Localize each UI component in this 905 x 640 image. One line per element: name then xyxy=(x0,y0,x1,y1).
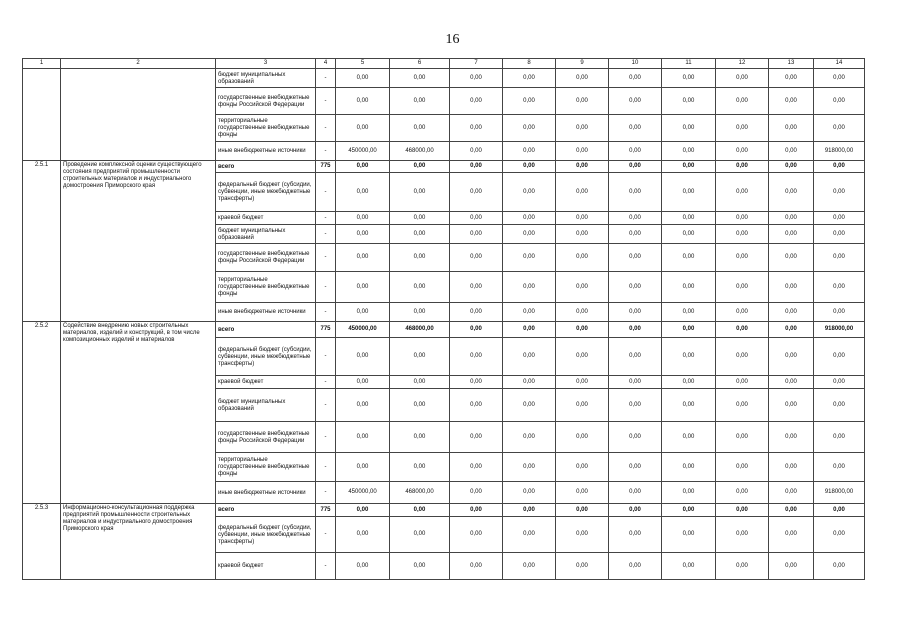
amount-cell: 0,00 xyxy=(450,453,503,482)
amount-cell: 0,00 xyxy=(609,69,662,88)
amount-cell: 468000,00 xyxy=(390,482,450,504)
amount-cell: 0,00 xyxy=(769,322,814,338)
amount-cell: 918000,00 xyxy=(814,322,865,338)
amount-cell: 0,00 xyxy=(716,322,769,338)
amount-cell: 0,00 xyxy=(716,389,769,422)
amount-cell: 0,00 xyxy=(390,212,450,225)
amount-cell: 0,00 xyxy=(503,115,556,142)
amount-cell: 0,00 xyxy=(716,422,769,453)
amount-cell: 0,00 xyxy=(609,453,662,482)
amount-cell: 0,00 xyxy=(503,69,556,88)
item-name: Содействие внедрению новых строительных материалов, изделий и конструкций, в том числе композиционных изделий и материалов xyxy=(61,322,216,504)
funding-source: краевой бюджет xyxy=(216,376,316,389)
funding-source: федеральный бюджет (субсидии, субвенции, иные межбюджетные трансферты) xyxy=(216,517,316,553)
amount-cell: 0,00 xyxy=(336,422,390,453)
amount-cell: 0,00 xyxy=(503,338,556,376)
amount-cell: 0,00 xyxy=(769,376,814,389)
amount-cell: 450000,00 xyxy=(336,322,390,338)
amount-cell: 0,00 xyxy=(450,161,503,173)
amount-cell: 0,00 xyxy=(336,453,390,482)
amount-cell: 0,00 xyxy=(716,453,769,482)
amount-cell: 0,00 xyxy=(450,376,503,389)
amount-cell: 0,00 xyxy=(336,161,390,173)
amount-cell: 0,00 xyxy=(662,303,716,322)
amount-cell: 0,00 xyxy=(336,244,390,272)
amount-cell: 0,00 xyxy=(609,517,662,553)
amount-cell: 0,00 xyxy=(556,422,609,453)
amount-cell: 0,00 xyxy=(390,161,450,173)
amount-cell: 0,00 xyxy=(814,338,865,376)
amount-cell: 0,00 xyxy=(556,161,609,173)
amount-cell: 0,00 xyxy=(769,338,814,376)
amount-cell: 0,00 xyxy=(390,453,450,482)
table-row xyxy=(23,504,865,517)
responsible-code: - xyxy=(316,389,336,422)
amount-cell: 0,00 xyxy=(556,504,609,517)
amount-cell: 0,00 xyxy=(769,161,814,173)
amount-cell: 0,00 xyxy=(716,142,769,161)
amount-cell: 0,00 xyxy=(556,88,609,115)
amount-cell: 0,00 xyxy=(769,272,814,303)
amount-cell: 0,00 xyxy=(769,88,814,115)
column-header-12: 12 xyxy=(716,59,769,69)
amount-cell: 0,00 xyxy=(390,115,450,142)
amount-cell: 0,00 xyxy=(716,504,769,517)
amount-cell: 0,00 xyxy=(814,453,865,482)
amount-cell: 0,00 xyxy=(716,212,769,225)
amount-cell: 0,00 xyxy=(503,553,556,580)
amount-cell: 0,00 xyxy=(716,376,769,389)
amount-cell: 0,00 xyxy=(336,69,390,88)
amount-cell: 0,00 xyxy=(769,482,814,504)
amount-cell: 0,00 xyxy=(662,482,716,504)
amount-cell: 0,00 xyxy=(609,173,662,212)
responsible-code: - xyxy=(316,303,336,322)
amount-cell: 0,00 xyxy=(609,482,662,504)
amount-cell: 0,00 xyxy=(716,115,769,142)
amount-cell: 0,00 xyxy=(336,389,390,422)
amount-cell: 0,00 xyxy=(662,504,716,517)
amount-cell: 0,00 xyxy=(336,88,390,115)
column-header-5: 5 xyxy=(336,59,390,69)
table-row xyxy=(23,322,865,338)
amount-cell: 0,00 xyxy=(662,453,716,482)
responsible-code: - xyxy=(316,338,336,376)
amount-cell: 0,00 xyxy=(556,376,609,389)
amount-cell: 0,00 xyxy=(716,88,769,115)
amount-cell: 0,00 xyxy=(450,244,503,272)
amount-cell: 0,00 xyxy=(662,338,716,376)
table-body xyxy=(23,59,865,580)
amount-cell: 0,00 xyxy=(769,115,814,142)
amount-cell: 0,00 xyxy=(814,376,865,389)
responsible-code: - xyxy=(316,244,336,272)
amount-cell: 0,00 xyxy=(336,225,390,244)
item-name: Информационно-консультационная поддержка предприятий промышленности строительных материалов и индустриального домостроения Приморского края xyxy=(61,504,216,580)
funding-source: бюджет муниципальных образований xyxy=(216,69,316,88)
amount-cell: 0,00 xyxy=(450,173,503,212)
responsible-code: - xyxy=(316,272,336,303)
amount-cell: 0,00 xyxy=(390,422,450,453)
amount-cell: 0,00 xyxy=(769,225,814,244)
amount-cell: 0,00 xyxy=(390,376,450,389)
amount-cell: 0,00 xyxy=(716,338,769,376)
amount-cell: 0,00 xyxy=(769,173,814,212)
amount-cell: 0,00 xyxy=(336,338,390,376)
responsible-code: - xyxy=(316,212,336,225)
item-name: Проведение комплексной оценки существующего состояния предприятий промышленности строительных материалов и индустриального домостроения Приморского края xyxy=(61,161,216,322)
table-row xyxy=(23,161,865,173)
amount-cell: 450000,00 xyxy=(336,482,390,504)
responsible-code: 775 xyxy=(316,504,336,517)
amount-cell: 0,00 xyxy=(556,553,609,580)
amount-cell: 0,00 xyxy=(662,173,716,212)
amount-cell: 0,00 xyxy=(609,322,662,338)
amount-cell: 0,00 xyxy=(609,376,662,389)
amount-cell: 0,00 xyxy=(450,212,503,225)
amount-cell: 0,00 xyxy=(503,142,556,161)
responsible-code: 775 xyxy=(316,161,336,173)
amount-cell: 0,00 xyxy=(450,517,503,553)
responsible-code: - xyxy=(316,453,336,482)
amount-cell: 0,00 xyxy=(450,504,503,517)
responsible-code: - xyxy=(316,115,336,142)
amount-cell: 0,00 xyxy=(814,517,865,553)
amount-cell: 450000,00 xyxy=(336,142,390,161)
amount-cell: 0,00 xyxy=(769,553,814,580)
amount-cell: 0,00 xyxy=(450,225,503,244)
funding-source: государственные внебюджетные фонды Российской Федерации xyxy=(216,422,316,453)
amount-cell: 0,00 xyxy=(556,225,609,244)
amount-cell: 0,00 xyxy=(716,272,769,303)
amount-cell: 0,00 xyxy=(609,389,662,422)
amount-cell: 0,00 xyxy=(814,389,865,422)
amount-cell: 0,00 xyxy=(662,422,716,453)
amount-cell: 0,00 xyxy=(556,173,609,212)
funding-source: всего xyxy=(216,161,316,173)
amount-cell: 0,00 xyxy=(716,482,769,504)
amount-cell: 0,00 xyxy=(556,338,609,376)
amount-cell: 0,00 xyxy=(769,517,814,553)
funding-source: всего xyxy=(216,504,316,517)
amount-cell: 0,00 xyxy=(390,303,450,322)
item-number: 2.5.1 xyxy=(23,161,61,322)
header-row xyxy=(23,59,865,69)
amount-cell: 0,00 xyxy=(716,517,769,553)
amount-cell: 0,00 xyxy=(390,553,450,580)
amount-cell: 0,00 xyxy=(336,303,390,322)
funding-source: федеральный бюджет (субсидии, субвенции, иные межбюджетные трансферты) xyxy=(216,173,316,212)
amount-cell: 0,00 xyxy=(814,88,865,115)
amount-cell: 0,00 xyxy=(609,212,662,225)
column-header-11: 11 xyxy=(662,59,716,69)
amount-cell: 0,00 xyxy=(716,553,769,580)
funding-source: территориальные государственные внебюджетные фонды xyxy=(216,272,316,303)
amount-cell: 0,00 xyxy=(336,115,390,142)
amount-cell: 0,00 xyxy=(716,244,769,272)
responsible-code: - xyxy=(316,88,336,115)
amount-cell: 0,00 xyxy=(716,225,769,244)
amount-cell: 0,00 xyxy=(336,517,390,553)
amount-cell: 0,00 xyxy=(662,272,716,303)
amount-cell: 0,00 xyxy=(814,422,865,453)
amount-cell: 0,00 xyxy=(769,69,814,88)
responsible-code: - xyxy=(316,142,336,161)
amount-cell: 0,00 xyxy=(503,453,556,482)
amount-cell: 0,00 xyxy=(556,115,609,142)
funding-source: федеральный бюджет (субсидии, субвенции, иные межбюджетные трансферты) xyxy=(216,338,316,376)
amount-cell: 0,00 xyxy=(609,142,662,161)
amount-cell: 0,00 xyxy=(450,115,503,142)
amount-cell: 0,00 xyxy=(450,322,503,338)
amount-cell: 0,00 xyxy=(716,161,769,173)
amount-cell: 0,00 xyxy=(503,225,556,244)
amount-cell: 918000,00 xyxy=(814,142,865,161)
responsible-code: - xyxy=(316,173,336,212)
amount-cell: 468000,00 xyxy=(390,142,450,161)
amount-cell: 0,00 xyxy=(662,142,716,161)
amount-cell: 0,00 xyxy=(609,88,662,115)
amount-cell: 0,00 xyxy=(450,69,503,88)
column-header-10: 10 xyxy=(609,59,662,69)
amount-cell: 0,00 xyxy=(450,272,503,303)
amount-cell: 0,00 xyxy=(556,69,609,88)
responsible-code: - xyxy=(316,482,336,504)
amount-cell: 0,00 xyxy=(716,303,769,322)
amount-cell: 0,00 xyxy=(662,161,716,173)
amount-cell: 0,00 xyxy=(503,173,556,212)
amount-cell: 0,00 xyxy=(556,322,609,338)
amount-cell: 0,00 xyxy=(662,553,716,580)
amount-cell: 0,00 xyxy=(814,244,865,272)
amount-cell: 0,00 xyxy=(662,225,716,244)
amount-cell: 0,00 xyxy=(336,212,390,225)
amount-cell: 0,00 xyxy=(556,389,609,422)
amount-cell: 0,00 xyxy=(716,173,769,212)
amount-cell: 0,00 xyxy=(556,244,609,272)
amount-cell: 0,00 xyxy=(503,244,556,272)
amount-cell: 0,00 xyxy=(609,303,662,322)
amount-cell: 0,00 xyxy=(609,338,662,376)
amount-cell: 0,00 xyxy=(450,142,503,161)
column-header-14: 14 xyxy=(814,59,865,69)
item-number: 2.5.3 xyxy=(23,504,61,580)
responsible-code: 775 xyxy=(316,322,336,338)
column-header-8: 8 xyxy=(503,59,556,69)
funding-source: государственные внебюджетные фонды Российской Федерации xyxy=(216,244,316,272)
amount-cell: 0,00 xyxy=(814,161,865,173)
amount-cell: 0,00 xyxy=(662,88,716,115)
amount-cell: 0,00 xyxy=(769,244,814,272)
column-header-9: 9 xyxy=(556,59,609,69)
amount-cell: 0,00 xyxy=(336,173,390,212)
amount-cell: 0,00 xyxy=(769,303,814,322)
amount-cell: 0,00 xyxy=(503,389,556,422)
amount-cell: 0,00 xyxy=(556,482,609,504)
amount-cell: 0,00 xyxy=(390,88,450,115)
amount-cell: 0,00 xyxy=(609,244,662,272)
responsible-code: - xyxy=(316,517,336,553)
amount-cell: 0,00 xyxy=(390,225,450,244)
budget-table xyxy=(22,58,865,580)
amount-cell: 0,00 xyxy=(814,303,865,322)
amount-cell: 0,00 xyxy=(450,88,503,115)
item-name xyxy=(61,69,216,161)
column-header-7: 7 xyxy=(450,59,503,69)
column-header-13: 13 xyxy=(769,59,814,69)
amount-cell: 0,00 xyxy=(390,244,450,272)
amount-cell: 0,00 xyxy=(769,212,814,225)
funding-source: иные внебюджетные источники xyxy=(216,142,316,161)
amount-cell: 0,00 xyxy=(814,504,865,517)
amount-cell: 0,00 xyxy=(390,504,450,517)
amount-cell: 0,00 xyxy=(662,322,716,338)
amount-cell: 0,00 xyxy=(503,504,556,517)
amount-cell: 0,00 xyxy=(390,173,450,212)
amount-cell: 0,00 xyxy=(556,453,609,482)
amount-cell: 0,00 xyxy=(336,272,390,303)
amount-cell: 0,00 xyxy=(336,376,390,389)
amount-cell: 0,00 xyxy=(450,553,503,580)
responsible-code: - xyxy=(316,69,336,88)
funding-source: всего xyxy=(216,322,316,338)
item-number xyxy=(23,69,61,161)
amount-cell: 0,00 xyxy=(609,115,662,142)
amount-cell: 0,00 xyxy=(450,422,503,453)
amount-cell: 0,00 xyxy=(814,553,865,580)
amount-cell: 0,00 xyxy=(390,272,450,303)
amount-cell: 0,00 xyxy=(503,212,556,225)
amount-cell: 0,00 xyxy=(609,553,662,580)
amount-cell: 0,00 xyxy=(769,422,814,453)
amount-cell: 0,00 xyxy=(609,272,662,303)
funding-source: краевой бюджет xyxy=(216,212,316,225)
funding-source: бюджет муниципальных образований xyxy=(216,225,316,244)
amount-cell: 0,00 xyxy=(556,517,609,553)
amount-cell: 0,00 xyxy=(556,142,609,161)
column-header-1: 1 xyxy=(23,59,61,69)
amount-cell: 0,00 xyxy=(390,517,450,553)
amount-cell: 0,00 xyxy=(503,482,556,504)
responsible-code: - xyxy=(316,376,336,389)
column-header-3: 3 xyxy=(216,59,316,69)
funding-source: территориальные государственные внебюджетные фонды xyxy=(216,115,316,142)
responsible-code: - xyxy=(316,225,336,244)
amount-cell: 0,00 xyxy=(769,453,814,482)
amount-cell: 0,00 xyxy=(609,504,662,517)
amount-cell: 0,00 xyxy=(716,69,769,88)
amount-cell: 0,00 xyxy=(662,244,716,272)
amount-cell: 0,00 xyxy=(390,389,450,422)
funding-source: бюджет муниципальных образований xyxy=(216,389,316,422)
funding-source: краевой бюджет xyxy=(216,553,316,580)
table-row xyxy=(23,69,865,88)
column-header-6: 6 xyxy=(390,59,450,69)
amount-cell: 0,00 xyxy=(662,115,716,142)
amount-cell: 0,00 xyxy=(450,303,503,322)
amount-cell: 0,00 xyxy=(814,69,865,88)
amount-cell: 0,00 xyxy=(814,173,865,212)
funding-source: территориальные государственные внебюджетные фонды xyxy=(216,453,316,482)
amount-cell: 0,00 xyxy=(609,422,662,453)
amount-cell: 0,00 xyxy=(503,88,556,115)
responsible-code: - xyxy=(316,422,336,453)
amount-cell: 0,00 xyxy=(556,303,609,322)
amount-cell: 0,00 xyxy=(503,517,556,553)
amount-cell: 0,00 xyxy=(503,272,556,303)
amount-cell: 468000,00 xyxy=(390,322,450,338)
funding-source: иные внебюджетные источники xyxy=(216,482,316,504)
amount-cell: 0,00 xyxy=(662,517,716,553)
amount-cell: 0,00 xyxy=(390,338,450,376)
column-header-2: 2 xyxy=(61,59,216,69)
funding-source: государственные внебюджетные фонды Российской Федерации xyxy=(216,88,316,115)
amount-cell: 0,00 xyxy=(503,161,556,173)
amount-cell: 0,00 xyxy=(814,212,865,225)
amount-cell: 0,00 xyxy=(609,161,662,173)
amount-cell: 0,00 xyxy=(662,212,716,225)
amount-cell: 0,00 xyxy=(769,504,814,517)
amount-cell: 0,00 xyxy=(662,69,716,88)
amount-cell: 0,00 xyxy=(814,272,865,303)
amount-cell: 0,00 xyxy=(450,389,503,422)
amount-cell: 0,00 xyxy=(450,482,503,504)
amount-cell: 0,00 xyxy=(769,389,814,422)
amount-cell: 0,00 xyxy=(556,272,609,303)
amount-cell: 0,00 xyxy=(336,553,390,580)
amount-cell: 0,00 xyxy=(390,69,450,88)
amount-cell: 0,00 xyxy=(450,338,503,376)
item-number: 2.5.2 xyxy=(23,322,61,504)
amount-cell: 0,00 xyxy=(662,389,716,422)
amount-cell: 0,00 xyxy=(814,115,865,142)
amount-cell: 918000,00 xyxy=(814,482,865,504)
amount-cell: 0,00 xyxy=(769,142,814,161)
amount-cell: 0,00 xyxy=(503,376,556,389)
amount-cell: 0,00 xyxy=(609,225,662,244)
amount-cell: 0,00 xyxy=(503,322,556,338)
amount-cell: 0,00 xyxy=(503,303,556,322)
amount-cell: 0,00 xyxy=(814,225,865,244)
amount-cell: 0,00 xyxy=(662,376,716,389)
funding-source: иные внебюджетные источники xyxy=(216,303,316,322)
amount-cell: 0,00 xyxy=(503,422,556,453)
amount-cell: 0,00 xyxy=(556,212,609,225)
responsible-code: - xyxy=(316,553,336,580)
column-header-4: 4 xyxy=(316,59,336,69)
amount-cell: 0,00 xyxy=(336,504,390,517)
page-number: 16 xyxy=(445,32,460,47)
